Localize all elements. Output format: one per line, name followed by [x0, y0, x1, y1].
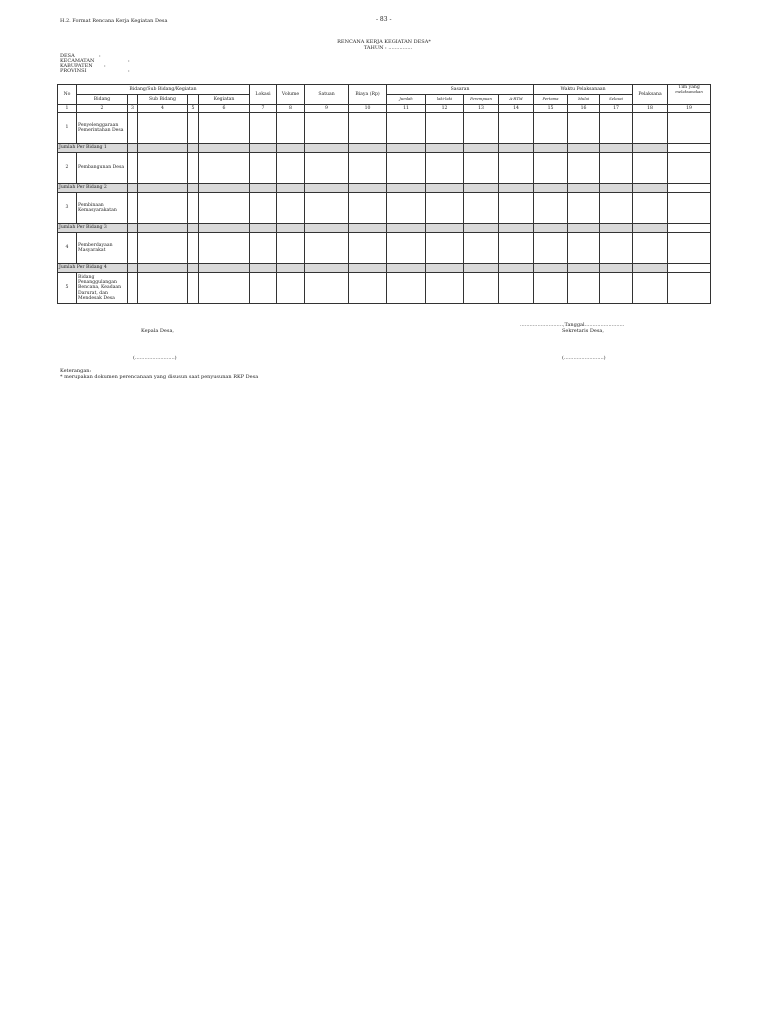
sum-cell	[668, 224, 711, 233]
sum-cell	[199, 264, 250, 273]
sum-cell	[128, 144, 138, 153]
table-cell	[277, 113, 305, 144]
column-number: 7	[250, 105, 277, 113]
sum-cell	[600, 184, 633, 193]
sum-cell	[305, 144, 349, 153]
table-cell	[305, 233, 349, 264]
table-cell	[633, 233, 668, 264]
sum-cell	[534, 264, 568, 273]
column-number: 16	[568, 105, 600, 113]
table-cell	[426, 153, 464, 184]
info-row-provinsi	[60, 68, 130, 74]
table-cell	[188, 153, 199, 184]
table-cell	[250, 113, 277, 144]
table-cell	[199, 193, 250, 224]
sum-cell	[305, 264, 349, 273]
table-cell	[250, 233, 277, 264]
bidang-name: Penyelenggaraan Pemerintahan Desa	[77, 113, 128, 144]
table-cell	[305, 273, 349, 304]
sum-cell	[464, 224, 499, 233]
note-text: * merupakan dokumen perencanaan yang disusun saat penyusunan RKP Desa	[60, 374, 259, 380]
table-cell	[250, 273, 277, 304]
table-cell	[387, 233, 426, 264]
table-cell	[138, 233, 188, 264]
table-cell	[199, 153, 250, 184]
sum-cell	[199, 144, 250, 153]
header-sasaran: Sasaran	[387, 85, 534, 95]
header-satuan: Satuan	[305, 85, 349, 105]
table-cell	[188, 193, 199, 224]
header-sasaran-jumlah: Jumlah	[387, 95, 426, 105]
sum-cell	[633, 184, 668, 193]
header-bidang-group: Bidang/Sub Bidang/Kegiatan	[77, 85, 250, 95]
column-number: 4	[138, 105, 188, 113]
header-kegiatan: Kegiatan	[199, 95, 250, 105]
table-cell	[277, 193, 305, 224]
sum-cell	[277, 224, 305, 233]
info-separator: :	[128, 58, 130, 64]
sum-cell	[534, 184, 568, 193]
table-cell	[250, 193, 277, 224]
header-tim-line1: Tim yang	[678, 85, 700, 90]
sum-cell	[668, 184, 711, 193]
header-volume: Volume	[277, 85, 305, 105]
info-label: DESA	[60, 53, 75, 59]
table-cell	[668, 233, 711, 264]
sum-cell	[600, 224, 633, 233]
table-cell	[349, 233, 387, 264]
header-no: No	[58, 85, 77, 105]
table-cell	[534, 273, 568, 304]
table-cell	[250, 153, 277, 184]
sum-cell	[387, 144, 426, 153]
sum-cell	[277, 184, 305, 193]
sum-cell	[633, 264, 668, 273]
sum-cell	[199, 224, 250, 233]
document-year: TAHUN : ...............	[363, 45, 413, 51]
sum-cell	[464, 144, 499, 153]
header-tim	[668, 85, 711, 105]
sum-cell	[305, 224, 349, 233]
signature-date-line: ...........................,Tanggal.........................	[520, 322, 625, 328]
table-cell	[464, 153, 499, 184]
rkp-table-body	[58, 113, 711, 304]
table-cell	[349, 193, 387, 224]
table-cell	[305, 113, 349, 144]
table-cell	[277, 273, 305, 304]
sum-row	[58, 144, 711, 153]
sum-label: Jumlah Per Bidang 3	[58, 224, 128, 233]
header-spacer	[128, 95, 138, 105]
sum-cell	[250, 264, 277, 273]
header-spacer	[188, 95, 199, 105]
table-row	[58, 273, 711, 304]
sum-cell	[534, 144, 568, 153]
sum-cell	[138, 184, 188, 193]
rkp-table	[57, 84, 711, 304]
sum-cell	[568, 224, 600, 233]
table-cell	[668, 193, 711, 224]
sum-cell	[633, 224, 668, 233]
column-number: 12	[426, 105, 464, 113]
table-cell	[199, 233, 250, 264]
bidang-name: Pembangunan Desa	[77, 153, 128, 184]
table-cell	[138, 153, 188, 184]
sum-cell	[499, 224, 534, 233]
column-number: 1	[58, 105, 77, 113]
sum-cell	[600, 264, 633, 273]
table-row	[58, 113, 711, 144]
sum-cell	[633, 144, 668, 153]
table-cell	[387, 113, 426, 144]
sum-cell	[349, 144, 387, 153]
table-cell	[464, 193, 499, 224]
table-cell	[668, 153, 711, 184]
kepala-desa-title: Kepala Desa,	[141, 328, 175, 334]
column-number: 10	[349, 105, 387, 113]
sum-cell	[426, 224, 464, 233]
column-number: 18	[633, 105, 668, 113]
column-number: 8	[277, 105, 305, 113]
table-cell	[600, 193, 633, 224]
info-separator: :	[128, 68, 130, 74]
table-cell	[426, 113, 464, 144]
sum-cell	[305, 184, 349, 193]
sum-cell	[668, 264, 711, 273]
sum-cell	[426, 264, 464, 273]
header-sasaran-laki: laki-laki	[426, 95, 464, 105]
table-cell	[464, 113, 499, 144]
info-label: KECAMATAN	[60, 58, 95, 64]
table-cell	[305, 153, 349, 184]
header-waktu: Waktu Pelaksanaan	[534, 85, 633, 95]
row-number: 2	[58, 153, 77, 184]
table-cell	[138, 113, 188, 144]
table-cell	[277, 153, 305, 184]
table-cell	[199, 113, 250, 144]
column-number: 6	[199, 105, 250, 113]
header-waktu-pertama: Pertama	[534, 95, 568, 105]
table-cell	[668, 273, 711, 304]
table-cell	[349, 273, 387, 304]
table-cell	[138, 273, 188, 304]
table-cell	[600, 233, 633, 264]
page-number: - 83 -	[376, 16, 392, 23]
sum-cell	[426, 144, 464, 153]
sum-cell	[250, 144, 277, 153]
note-label: Keterangan:	[60, 368, 92, 374]
table-cell	[349, 113, 387, 144]
header-pelaksana: Pelaksana	[633, 85, 668, 105]
bidang-name: Pembinaan Kemasyarakatan	[77, 193, 128, 224]
row-number: 4	[58, 233, 77, 264]
table-cell	[499, 273, 534, 304]
sum-cell	[188, 224, 199, 233]
table-cell	[464, 233, 499, 264]
sum-cell	[568, 184, 600, 193]
table-cell	[387, 193, 426, 224]
table-cell	[426, 193, 464, 224]
header-sasaran-artm: A-RTM	[499, 95, 534, 105]
sum-cell	[277, 264, 305, 273]
table-cell	[387, 273, 426, 304]
table-row	[58, 233, 711, 264]
column-number: 11	[387, 105, 426, 113]
table-cell	[568, 153, 600, 184]
table-cell	[349, 153, 387, 184]
column-number: 2	[77, 105, 128, 113]
table-cell	[633, 193, 668, 224]
table-cell	[188, 113, 199, 144]
column-number: 17	[600, 105, 633, 113]
sum-cell	[600, 144, 633, 153]
header-bidang: Bidang	[77, 95, 128, 105]
table-cell	[387, 153, 426, 184]
sum-cell	[464, 184, 499, 193]
sum-cell	[188, 144, 199, 153]
sum-cell	[138, 224, 188, 233]
sum-cell	[349, 184, 387, 193]
table-cell	[600, 153, 633, 184]
sum-cell	[128, 224, 138, 233]
table-cell	[633, 273, 668, 304]
table-cell	[128, 113, 138, 144]
sum-label: Jumlah Per Bidang 4	[58, 264, 128, 273]
header-waktu-mulai: Mulai	[568, 95, 600, 105]
table-cell	[499, 233, 534, 264]
sekretaris-desa-title: Sekretaris Desa,	[562, 328, 605, 334]
sum-cell	[534, 224, 568, 233]
sekretaris-desa-name: (.........................)	[562, 355, 606, 361]
sum-row	[58, 184, 711, 193]
sum-cell	[128, 184, 138, 193]
table-cell	[128, 273, 138, 304]
column-number: 3	[128, 105, 138, 113]
sum-cell	[277, 144, 305, 153]
table-cell	[464, 273, 499, 304]
header-tim-line2: melaksanakan	[675, 89, 703, 95]
table-row	[58, 153, 711, 184]
table-cell	[568, 113, 600, 144]
column-number-row	[58, 105, 711, 113]
table-cell	[128, 233, 138, 264]
table-cell	[128, 153, 138, 184]
sum-cell	[499, 264, 534, 273]
row-number: 3	[58, 193, 77, 224]
info-separator: :	[99, 53, 101, 59]
table-cell	[499, 153, 534, 184]
header-sub-bidang: Sub Bidang	[138, 95, 188, 105]
sum-cell	[349, 224, 387, 233]
sum-cell	[499, 184, 534, 193]
sum-cell	[387, 224, 426, 233]
sum-cell	[387, 184, 426, 193]
kepala-desa-name: (.........................)	[133, 355, 177, 361]
table-cell	[534, 113, 568, 144]
document-title: RENCANA KERJA KEGIATAN DESA*	[337, 39, 431, 45]
sum-label: Jumlah Per Bidang 2	[58, 184, 128, 193]
sum-cell	[499, 144, 534, 153]
sum-cell	[668, 144, 711, 153]
header-sasaran-perempuan: Perempuan	[464, 95, 499, 105]
table-cell	[499, 193, 534, 224]
table-cell	[305, 193, 349, 224]
table-cell	[128, 193, 138, 224]
header-waktu-selesai: Selesai	[600, 95, 633, 105]
table-cell	[426, 273, 464, 304]
sum-label: Jumlah Per Bidang 1	[58, 144, 128, 153]
table-cell	[633, 153, 668, 184]
table-cell	[534, 153, 568, 184]
table-cell	[600, 113, 633, 144]
bidang-name: Bidang Penanggulangan Bencana, Keadaan Darurat, dan Mendesak Desa	[77, 273, 128, 304]
bidang-name: Pemberdayaan Masyarakat	[77, 233, 128, 264]
column-number: 9	[305, 105, 349, 113]
info-label: PROVINSI	[60, 68, 87, 74]
table-cell	[534, 193, 568, 224]
sum-row	[58, 224, 711, 233]
sum-cell	[138, 264, 188, 273]
table-cell	[633, 113, 668, 144]
sum-cell	[250, 224, 277, 233]
header-lokasi: Lokasi	[250, 85, 277, 105]
table-cell	[568, 273, 600, 304]
section-heading: H.2. Format Rencana Kerja Kegiatan Desa	[60, 18, 168, 24]
row-number: 5	[58, 273, 77, 304]
table-cell	[138, 193, 188, 224]
sum-row	[58, 264, 711, 273]
table-cell	[188, 233, 199, 264]
table-cell	[426, 233, 464, 264]
table-cell	[499, 113, 534, 144]
sum-cell	[464, 264, 499, 273]
info-label: KABUPATEN	[60, 63, 93, 69]
column-number: 5	[188, 105, 199, 113]
sum-cell	[568, 144, 600, 153]
table-row	[58, 193, 711, 224]
table-cell	[188, 273, 199, 304]
column-number: 13	[464, 105, 499, 113]
info-separator: :	[104, 63, 106, 69]
table-cell	[600, 273, 633, 304]
sum-cell	[188, 264, 199, 273]
header-biaya: Biaya (Rp)	[349, 85, 387, 105]
column-number: 19	[668, 105, 711, 113]
sum-cell	[568, 264, 600, 273]
sum-cell	[250, 184, 277, 193]
sum-cell	[199, 184, 250, 193]
sum-cell	[426, 184, 464, 193]
sum-cell	[188, 184, 199, 193]
sum-cell	[349, 264, 387, 273]
table-cell	[277, 233, 305, 264]
table-cell	[199, 273, 250, 304]
sum-cell	[387, 264, 426, 273]
table-cell	[668, 113, 711, 144]
sum-cell	[128, 264, 138, 273]
table-cell	[534, 233, 568, 264]
column-number: 15	[534, 105, 568, 113]
row-number: 1	[58, 113, 77, 144]
table-cell	[568, 233, 600, 264]
sum-cell	[138, 144, 188, 153]
column-number: 14	[499, 105, 534, 113]
table-cell	[568, 193, 600, 224]
